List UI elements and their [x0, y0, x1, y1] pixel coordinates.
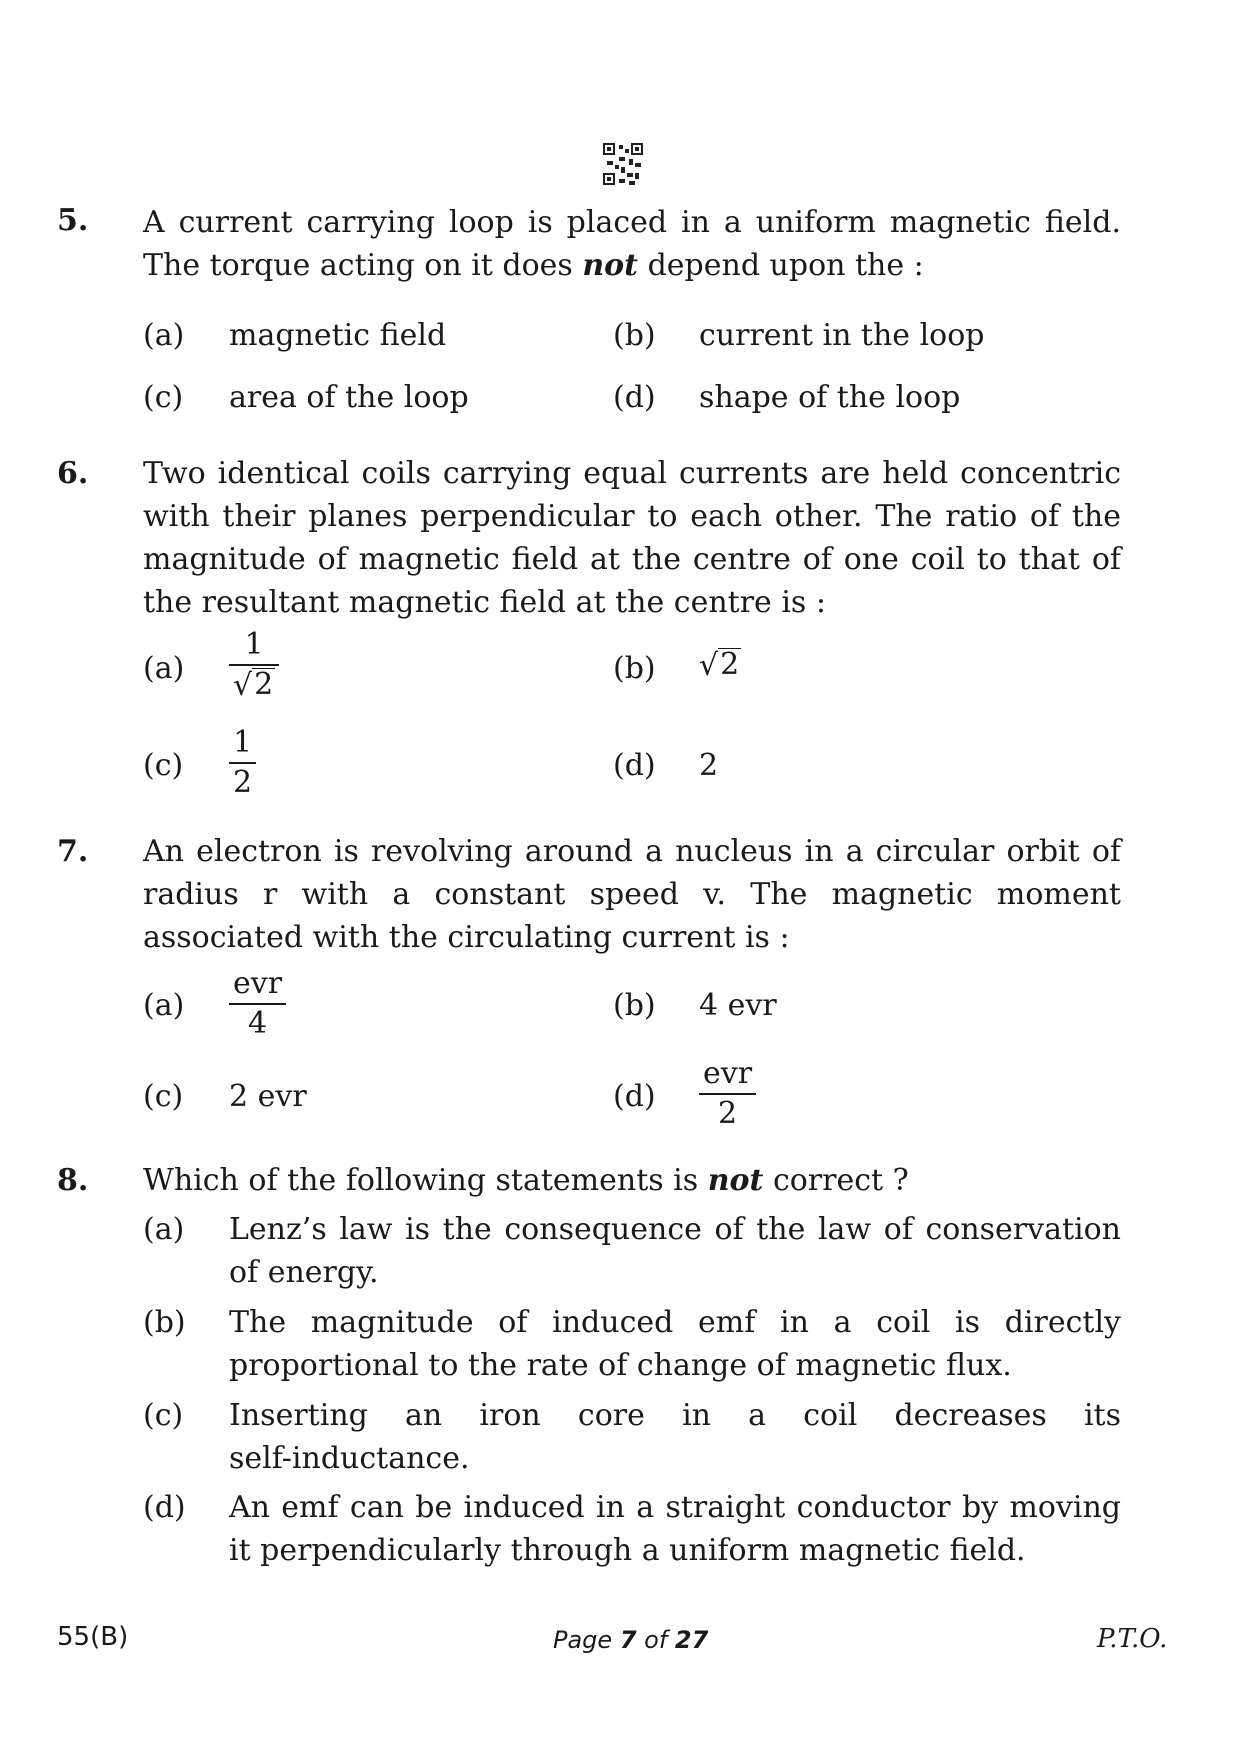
page-number	[553, 1626, 708, 1654]
stem-line: An electron is revolving around a nucleus in a circular orbit of	[143, 834, 1121, 869]
fraction-denominator: 2	[717, 1095, 738, 1131]
option-text	[229, 1301, 1121, 1387]
stem-line: Two identical coils carrying equal currents are held concentric	[143, 456, 1121, 491]
fraction	[699, 1057, 756, 1131]
option-label: (a)	[143, 1212, 185, 1247]
fraction-denominator: 4	[247, 1005, 268, 1041]
question-number: 5.	[57, 203, 89, 238]
fraction-numerator: evr	[233, 966, 283, 1001]
option-text: area of the loop	[229, 380, 469, 415]
stem-text: depend upon the :	[638, 248, 924, 283]
option-label: (b)	[143, 1305, 186, 1340]
current-page: 7	[619, 1626, 637, 1654]
radicand: 2	[254, 666, 274, 702]
page-text: of	[636, 1626, 675, 1654]
option-text: shape of the loop	[699, 380, 961, 415]
question-stem	[143, 1159, 1121, 1202]
option-label: (c)	[143, 1398, 184, 1433]
stem-line: the resultant magnetic field at the centre is :	[143, 585, 826, 620]
option-text: 2 evr	[229, 1079, 307, 1114]
question-stem	[143, 830, 1121, 959]
option-line: Inserting an iron core in a coil decreases its	[229, 1398, 1121, 1433]
fraction-denominator: 2	[233, 764, 253, 800]
option-text	[229, 1208, 1121, 1294]
option-line: Lenz’s law is the consequence of the law of conservation	[229, 1212, 1121, 1247]
option-line: An emf can be induced in a straight conductor by moving	[229, 1490, 1121, 1525]
option-text	[229, 1486, 1121, 1572]
stem-line: radius r with a constant speed v. The magnetic moment	[143, 877, 1121, 912]
fraction-denominator	[229, 666, 279, 703]
option-label: (b)	[613, 988, 656, 1023]
option-label: (d)	[613, 1079, 656, 1114]
pto-note: P.T.O.	[1097, 1624, 1168, 1654]
option-label: (d)	[143, 1490, 186, 1525]
option-label: (d)	[613, 380, 656, 415]
option-text: magnetic field	[229, 318, 447, 353]
fraction	[229, 967, 286, 1041]
fraction	[229, 628, 279, 703]
stem-text: The torque acting on it does	[143, 248, 583, 283]
emphasis-text: not	[707, 1163, 764, 1198]
option-text	[229, 1394, 1121, 1480]
option-line: it perpendicularly through a uniform magnetic field.	[229, 1533, 1026, 1568]
page-text: Page	[553, 1626, 620, 1654]
option-text: current in the loop	[699, 318, 985, 353]
total-pages: 27	[674, 1626, 709, 1654]
radicand: 2	[720, 647, 740, 682]
stem-text: Which of the following statements is	[143, 1163, 708, 1198]
option-label: (c)	[143, 1079, 184, 1114]
question-number: 8.	[57, 1163, 89, 1198]
option-line: of energy.	[229, 1255, 379, 1290]
question-stem	[143, 201, 1121, 287]
stem-text: correct ?	[763, 1163, 909, 1198]
option-value	[699, 648, 741, 683]
option-label: (c)	[143, 380, 184, 415]
question-number: 7.	[57, 834, 89, 869]
stem-line: magnitude of magnetic field at the centre of one coil to that of	[143, 542, 1121, 577]
stem-line	[143, 1159, 1121, 1202]
fraction	[229, 726, 256, 800]
option-label: (a)	[143, 988, 185, 1023]
stem-line: A current carrying loop is placed in a uniform magnetic field.	[143, 205, 1121, 240]
fraction-numerator: 1	[233, 725, 253, 760]
stem-line: associated with the circulating current is :	[143, 920, 790, 955]
stem-line	[143, 244, 1121, 287]
question-number: 6.	[57, 456, 89, 491]
option-label: (d)	[613, 748, 656, 783]
stem-line: with their planes perpendicular to each other. The ratio of the	[143, 499, 1121, 534]
option-line: The magnitude of induced emf in a coil is directly	[229, 1305, 1121, 1340]
fraction-numerator: 1	[244, 627, 264, 662]
option-label: (c)	[143, 748, 184, 783]
option-label: (a)	[143, 651, 185, 686]
option-text: 2	[699, 748, 719, 783]
option-line: proportional to the rate of change of magnetic flux.	[229, 1348, 1012, 1383]
option-text: 4 evr	[699, 988, 777, 1023]
radical-sign: √	[699, 648, 719, 683]
paper-code: 55(B)	[57, 1622, 129, 1652]
emphasis-text: not	[582, 248, 639, 283]
radical-sign: √	[233, 667, 253, 703]
fraction-numerator: evr	[703, 1056, 753, 1091]
option-label: (b)	[613, 318, 656, 353]
option-label: (b)	[613, 651, 656, 686]
question-stem	[143, 452, 1121, 624]
option-label: (a)	[143, 318, 185, 353]
qr-code	[603, 143, 643, 185]
option-line: self-inductance.	[229, 1441, 470, 1476]
